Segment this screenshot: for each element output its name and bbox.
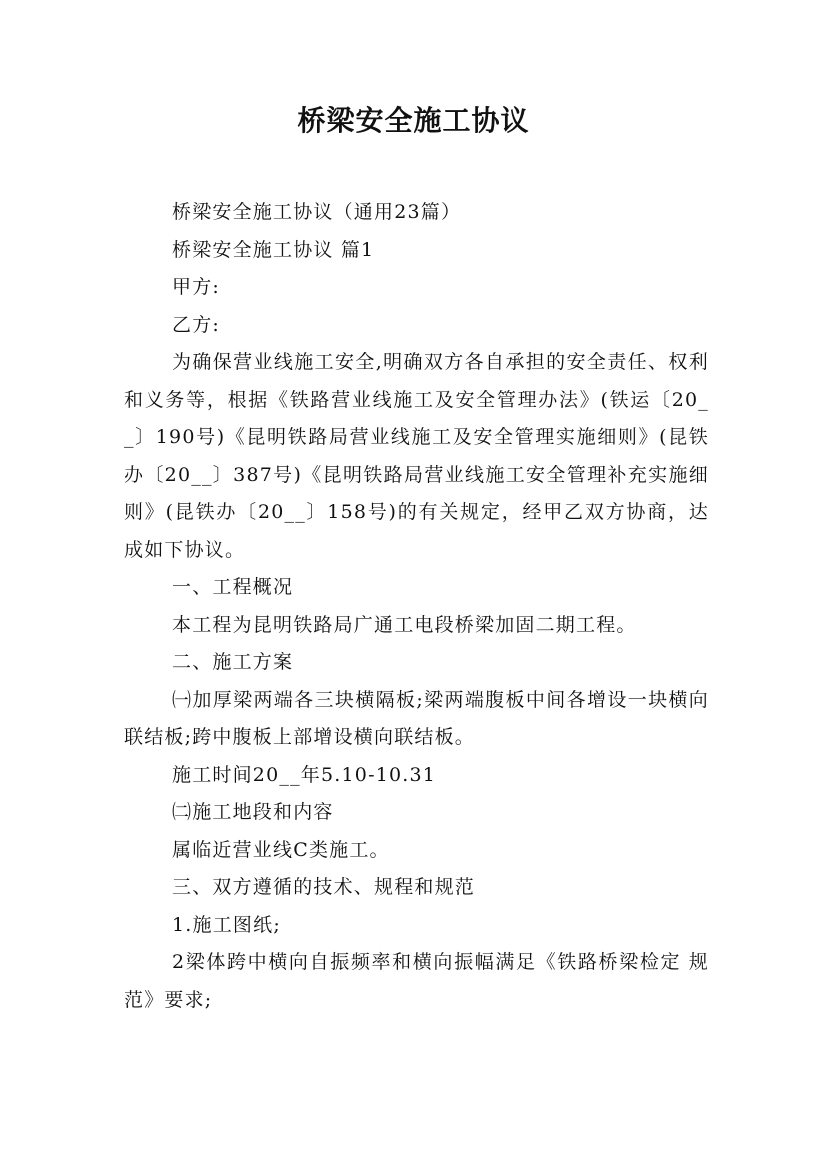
section-heading-technical-rules: 三、双方遵循的技术、规程和规范 [172,876,476,898]
paragraph-party-b: 乙方: [172,313,221,336]
document-title: 桥梁安全施工协议 [297,104,530,137]
document-body [124,194,709,1019]
paragraph-party-a: 甲方: [172,276,221,298]
section-heading-construction-plan: 二、施工方案 [172,651,294,673]
paragraph-construction-time: 施工时间20__年5.10-10.31 [172,763,437,786]
paragraph-purpose: 为确保营业线施工安全,明确双方各自承担的安全责任、权利和义务等，根据《铁路营业线施工及安全管理办法》(铁运〔20__〕190号)《昆明铁路局营业线施工及安全管理实施细则》(昆铁办〔20__〕387号)《昆明铁路局营业线施工安全管理补充实施细则》(昆铁办〔20__〕158号)的有关规定，经甲乙双方协商，达成如下协议。 [124,351,709,561]
paragraph-construction-site-content: ㈡施工地段和内容 [172,801,334,823]
paragraph-heading-collection: 桥梁安全施工协议（通用23篇） [172,201,462,223]
paragraph-construction-plan-item-1: ㈠加厚梁两端各三块横隔板;梁两端腹板中间各增设一块横向联结板;跨中腹板上部增设横向联结板。 [124,688,709,748]
section-heading-project-overview: 一、工程概况 [172,576,294,598]
paragraph-construction-category: 属临近营业线C类施工。 [172,838,390,861]
paragraph-agreement-number: 桥梁安全施工协议 篇1 [172,238,375,261]
paragraph-rule-2: 2梁体跨中横向自振频率和横向振幅满足《铁路桥梁检定 规范》要求; [124,951,709,1011]
paragraph-project-description: 本工程为昆明铁路局广通工电段桥梁加固二期工程。 [172,613,637,636]
paragraph-rule-1: 1.施工图纸; [172,913,281,936]
